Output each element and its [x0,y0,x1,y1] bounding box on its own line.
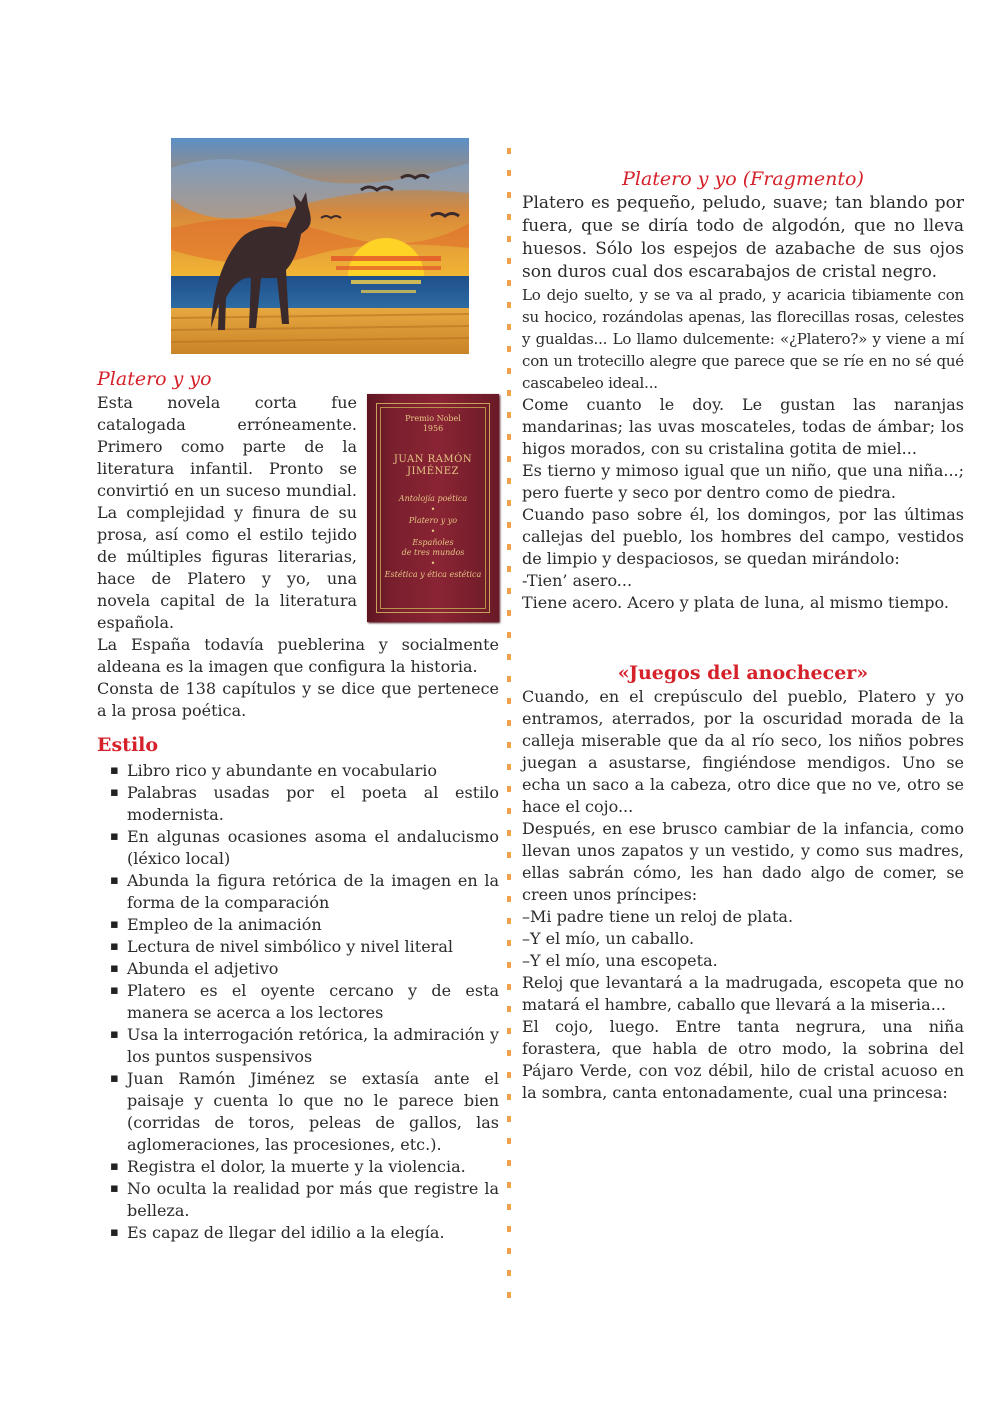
list-item: ▪ Es capaz de llegar del idilio a la elegía. [97,1222,499,1244]
intro-paragraph: La España todavía pueblerina y socialmente aldeana es la imagen que configura la historia. [97,635,499,676]
list-item: ▪ Usa la interrogación retórica, la admiración y los puntos suspensivos [97,1024,499,1068]
book-year: 1956 [422,424,444,433]
platero-heading: Platero y yo [97,368,212,390]
list-item: ▪ Abunda la figura retórica de la imagen en la forma de la comparación [97,870,499,914]
list-item: ▪ Abunda el adjetivo [97,958,499,980]
estilo-list [97,760,499,1244]
intro-paragraph: Esta novela corta fue catalogada erróneamente. Primero como parte de la literatura infantil. Pronto se convirtió en un suceso mundial. La complejidad y finura de su prosa, así como el estilo tejido de múltiples figuras literarias, hace de Platero y yo, una novela capital de la literatura española. [97,393,357,632]
book-dot: • [430,527,436,536]
fragment-paragraph: Lo dejo suelto, y se va al prado, y acaricia tibiamente con su hocico, rozándolas apenas, las florecillas rosas, celestes y gualdas... Lo llamo dulcemente: «¿Platero?» y viene a mí con un trotecillo alegre que parece que se ríe en no sé qué cascabeleo ideal... [522,286,964,392]
book-author-line1: JUAN RAMÓN [393,454,473,465]
painting-donkey-sunset [171,138,469,354]
juegos-paragraph: –Y el mío, una escopeta. [522,951,718,970]
section-gap [522,614,964,662]
book-dot: • [430,505,436,514]
left-column [97,368,499,1244]
book-title-2: Platero y yo [408,516,458,525]
juegos-paragraph: Cuando, en el crepúsculo del pueblo, Platero y yo entramos, aterrados, por la oscuridad morada de la calleja miserable que da al río seco, los niños pobres juegan a asustarse, fingiéndose mendigos. Uno se echa un saco a la cabeza, otro dice que no ve, otro se hace el cojo... [522,687,964,816]
book-title-3a: Españoles [412,538,454,547]
juegos-paragraph: Después, en ese brusco cambiar de la infancia, como llevan unos zapatos y un vestido, y como sus madres, ellas sabrán cómo, les han dado algo de comer, se creen unos príncipes: [522,819,964,904]
juegos-paragraph: –Mi padre tiene un reloj de plata. [522,907,794,926]
list-item: ▪ Platero es el oyente cercano y de esta manera se acerca a los lectores [97,980,499,1024]
juegos-heading: «Juegos del anochecer» [617,662,869,684]
column-divider [507,148,511,1298]
list-item: ▪ Lectura de nivel simbólico y nivel literal [97,936,499,958]
fragment-paragraph: Es tierno y mimoso igual que un niño, que una niña...; pero fuerte y seco por dentro como de piedra. [522,461,964,502]
juegos-paragraph: El cojo, luego. Entre tanta negrura, una niña forastera, que habla de otro modo, la sobrina del Pájaro Verde, con voz débil, hilo de cristal acuoso en la sombra, canta entonadamente, cual una princesa: [522,1017,964,1102]
juegos-paragraph: –Y el mío, un caballo. [522,929,695,948]
list-item: ▪ Juan Ramón Jiménez se extasía ante el paisaje y cuenta lo que no le parece bien (corridas de toros, peleas de gallos, las aglomeraciones, las procesiones, etc.). [97,1068,499,1156]
book-title-4: Estética y ética estética [384,570,482,579]
fragment-paragraph: Cuando paso sobre él, los domingos, por las últimas callejas del pueblo, los hombres del campo, vestidos de limpio y despaciosos, se quedan mirándolo: [522,505,964,568]
fragment-paragraph: Tiene acero. Acero y plata de luna, al mismo tiempo. [522,593,949,612]
list-item: ▪ Empleo de la animación [97,914,499,936]
list-item: ▪ No oculta la realidad por más que registre la belleza. [97,1178,499,1222]
book-author-line2: JIMÉNEZ [407,466,459,477]
fragment-paragraph: -Tien’ asero... [522,571,633,590]
juegos-paragraph: Reloj que levantará a la madrugada, escopeta que no matará el hambre, caballo que llevará a la miseria... [522,973,964,1014]
book-cover-image [367,394,499,622]
fragment-paragraph: Platero es pequeño, peludo, suave; tan blando por fuera, que se diría todo de algodón, que no lleva huesos. Sólo los espejos de azabache de sus ojos son duros cual dos escarabajos de cristal negro. [522,193,964,282]
book-award: Premio Nobel [405,414,461,423]
list-item: ▪ Palabras usadas por el poeta al estilo modernista. [97,782,499,826]
list-item: ▪ En algunas ocasiones asoma el andalucismo (léxico local) [97,826,499,870]
book-dot: • [430,559,436,568]
right-column [522,168,964,1104]
list-item: ▪ Libro rico y abundante en vocabulario [97,760,499,782]
fragment-paragraph: Come cuanto le doy. Le gustan las naranjas mandarinas; las uvas moscateles, todas de ámbar; los higos morados, con su cristalina gotita de miel... [522,395,964,458]
book-title-1: Antolojía poética [398,494,468,503]
estilo-heading: Estilo [97,734,159,756]
fragment-heading: Platero y yo (Fragmento) [622,168,864,190]
book-title-3b: de tres mundos [401,548,465,557]
intro-paragraph: Consta de 138 capítulos y se dice que pertenece a la prosa poética. [97,679,499,720]
list-item: ▪ Registra el dolor, la muerte y la violencia. [97,1156,499,1178]
